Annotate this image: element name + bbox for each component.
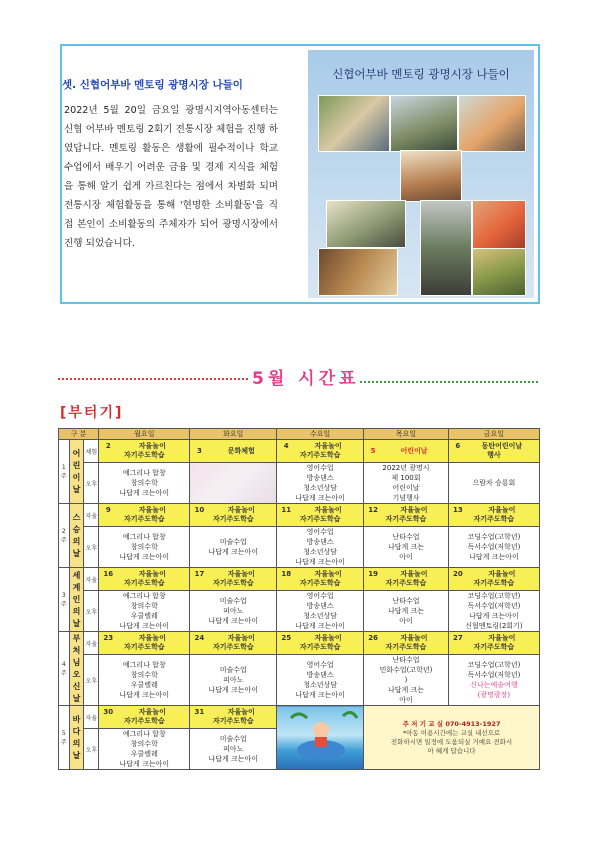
day-title: 자율놀이 자기주도학습 (385, 634, 428, 651)
activity-cell: 미술수업 피아노 나답게 크는아이 (190, 655, 277, 706)
header-cell: 월요일 (99, 429, 190, 440)
week-name: 어 린 이 날 (69, 440, 84, 504)
market-photo (458, 95, 526, 152)
day-number: 11 (281, 506, 292, 514)
week-activity-row (59, 527, 540, 568)
market-photo (400, 150, 462, 202)
photo-collage (308, 50, 534, 298)
day-cell (99, 504, 190, 527)
week-number: 3주 (59, 568, 70, 632)
week-number: 1주 (59, 440, 70, 504)
week-name: 스 승 의 날 (69, 504, 84, 568)
day-cell (364, 440, 449, 463)
activity-cell: 코딩수업(고학년) 독서수업(저학년) 나답게 크는아이 (448, 527, 539, 568)
day-number: 20 (452, 570, 463, 578)
market-photo (390, 95, 458, 152)
activity-cell: 예그리나 합창 창의수학 나답게 크는아이 (99, 527, 190, 568)
day-title: 자율놀이 자기주도학습 (124, 442, 166, 459)
day-title: 자율놀이 자기주도학습 (299, 570, 342, 587)
activity-cell: 예그리나 합창 창의수학 나답게 크는아이 (99, 463, 190, 504)
day-title: 자율놀이 자기주도학습 (299, 442, 342, 459)
day-title: 자율놀이 자기주도학습 (124, 570, 166, 587)
week-label-bottom: 오후 (84, 527, 99, 568)
day-title: 자율놀이 자기주도학습 (124, 634, 166, 651)
day-title: 문화체험 (227, 446, 255, 455)
day-title: 자율놀이 자기주도학습 (213, 634, 255, 651)
market-photo (318, 248, 398, 296)
day-cell (99, 440, 190, 463)
schedule-tag: [부터기] (60, 405, 124, 421)
week-day-row (59, 632, 540, 655)
day-cell (190, 706, 277, 729)
contact-note (364, 706, 540, 770)
week-label-top: 자율 (84, 706, 99, 729)
header-cell: 금요일 (448, 429, 539, 440)
day-number: 19 (368, 570, 378, 578)
week-day-row (59, 440, 540, 463)
boy-on-whale-icon (281, 708, 359, 766)
day-title: 자율놀이 자기주도학습 (473, 506, 516, 523)
day-number: 10 (194, 506, 205, 514)
week-label-bottom: 오후 (84, 591, 99, 632)
day-title: 자율놀이 자기주도학습 (473, 634, 516, 651)
schedule-table (58, 428, 540, 770)
week-activity-row (59, 591, 540, 632)
day-title: 자율놀이 자기주도학습 (299, 506, 342, 523)
week-activity-row (59, 655, 540, 706)
market-photo (420, 200, 472, 296)
day-cell (448, 568, 539, 591)
day-cell (99, 706, 190, 729)
activity-cell: 예그리나 합창 창의수학 우쿨렐레 나답게 크는아이 (99, 591, 190, 632)
beach-illustration (277, 706, 364, 770)
title-divider-left (58, 378, 248, 380)
day-number: 25 (281, 634, 292, 642)
day-cell (364, 632, 449, 655)
day-number: 23 (103, 634, 114, 642)
header-cell: 목요일 (364, 429, 449, 440)
activity-cell: 코딩수업(고학년) 독서수업(저학년) 나답게 크는아이 신협멘토링(2회기) (448, 591, 539, 632)
day-number: 13 (452, 506, 463, 514)
day-number: 3 (196, 446, 202, 455)
culture-illustration (190, 463, 277, 504)
day-title: 자율놀이 자기주도학습 (299, 634, 342, 651)
day-cell (190, 504, 277, 527)
week-label-bottom: 오후 (84, 729, 99, 770)
day-cell (99, 632, 190, 655)
day-number: 31 (194, 708, 205, 716)
day-cell (277, 440, 364, 463)
week-name: 부 처 님 오 신 날 (69, 632, 84, 706)
activity-cell: 예그리나 합창 창의수학 우쿨렐레 나답게 크는아이 (99, 655, 190, 706)
market-photo (318, 95, 390, 152)
day-number: 26 (368, 634, 378, 642)
day-cell (277, 504, 364, 527)
day-cell (190, 568, 277, 591)
day-cell (448, 440, 539, 463)
contact-note-text: *아동 이용시간에는 교실 내선으로 전화하시면 일정에 도움되실 거예요 전화시 아 혜게 답습니다 (390, 728, 513, 755)
activity-cell: 미술수업 나답게 크는아이 (190, 527, 277, 568)
activity-cell: 미술수업 피아노 나답게 크는아이 (190, 729, 277, 770)
day-title: 자율놀이 자기주도학습 (124, 708, 166, 725)
day-title: 동탄어린이날 행사 (481, 442, 523, 459)
day-number: 12 (368, 506, 378, 514)
day-cell (448, 632, 539, 655)
day-number: 27 (452, 634, 463, 642)
day-cell (190, 440, 277, 463)
day-cell (277, 568, 364, 591)
day-title: 어린이날 (400, 446, 428, 455)
activity-cell: 예그리나 합창 창의수학 우쿨렐레 나답게 크는아이 (99, 729, 190, 770)
day-cell (364, 568, 449, 591)
day-title: 자율놀이 자기주도학습 (385, 506, 428, 523)
day-number: 24 (194, 634, 205, 642)
day-number: 4 (283, 442, 289, 450)
contact-title: 주 저 기 교 실 070-4913-1927 (402, 719, 501, 728)
week-name: 바 다 의 날 (69, 706, 84, 770)
week-day-row (59, 504, 540, 527)
day-number: 17 (194, 570, 205, 578)
market-photo (472, 248, 526, 296)
day-number: 30 (103, 708, 114, 716)
week-label-top: 자율 (84, 632, 99, 655)
activity-cell: 난타수업 나답게 크는 아이 (364, 527, 449, 568)
photo-collage-title: 신협어부바 멘토링 광명시장 나들이 (332, 67, 510, 81)
week-number: 5주 (59, 706, 70, 770)
week-label-bottom: 오후 (84, 463, 99, 504)
day-title: 자율놀이 자기주도학습 (124, 506, 166, 523)
header-cell: 수요일 (277, 429, 364, 440)
week-label-top: 체험 (84, 440, 99, 463)
title-divider-right (360, 381, 538, 383)
activity-cell: 영어수업 방송댄스 청소년상담 나답게 크는아이 (277, 591, 364, 632)
day-number: 2 (105, 442, 111, 450)
activity-cell: 난타수업 민화수업(고학년) ) 나답게 크는 아이 (364, 655, 449, 706)
day-title: 자율놀이 자기주도학습 (213, 506, 255, 523)
activity-cell: 난타수업 나답게 크는 아이 (364, 591, 449, 632)
week-number: 4주 (59, 632, 70, 706)
market-photo (326, 200, 406, 248)
week-label-top: 자율 (84, 504, 99, 527)
activity-cell: 영어수업 방송댄스 청소년상담 나답게 크는아이 (277, 655, 364, 706)
day-number: 5 (370, 446, 376, 455)
week-day-row (59, 706, 540, 729)
day-number: 16 (103, 570, 114, 578)
activity-cell: 코딩수업(고학년) 독서수업(저학년) 신나는예술여행 (광명광장) (448, 655, 539, 706)
activity-cell: 영어수업 방송댄스 청소년상담 나답게 크는아이 (277, 463, 364, 504)
article-body: 2022년 5월 20일 금요일 광명시지역아동센터는 신협 어부바 멘토링 2회기 전통시장 체험을 진행 하였답니다. 멘토링 활동은 생활에 필수적이나 학교 수업에서 배우기 어려운 금융 및 경제 지식을 체험을 통해 알기 쉽게 가르친다는 점에서 차별화 되며 전통시장 체험활동을 통해 '현명한 소비활동'을 직접 본인이 소비활동의 주체자가 되어 광명시장에서 진행 되었습니다. (64, 105, 278, 249)
day-cell (190, 632, 277, 655)
day-cell (99, 568, 190, 591)
activity-cell: 2022년 광명시 제 100회 어린이날 기념행사 (364, 463, 449, 504)
day-title: 자율놀이 자기주도학습 (473, 570, 516, 587)
week-number: 2주 (59, 504, 70, 568)
header-cell: 화요일 (190, 429, 277, 440)
day-cell (364, 504, 449, 527)
header-cell: 구 분 (59, 429, 99, 440)
day-title: 자율놀이 자기주도학습 (213, 708, 255, 725)
week-day-row (59, 568, 540, 591)
day-cell (277, 632, 364, 655)
activity-cell: 으람차 승룡회 (448, 463, 539, 504)
week-label-bottom: 오후 (84, 655, 99, 706)
schedule-header-row (59, 429, 540, 440)
day-number: 9 (105, 506, 111, 514)
article-title: 셋. 신협어부바 멘토링 광명시장 나들이 (62, 79, 243, 91)
day-number: 6 (455, 442, 461, 450)
week-name: 세 계 인 의 날 (69, 568, 84, 632)
week-label-top: 자율 (84, 568, 99, 591)
day-number: 18 (281, 570, 292, 578)
activity-cell: 영어수업 방송댄스 청소년상담 나답게 크는아이 (277, 527, 364, 568)
day-cell (448, 504, 539, 527)
schedule-title: 5월 시간표 (252, 369, 360, 389)
day-title: 자율놀이 자기주도학습 (385, 570, 428, 587)
day-title: 자율놀이 자기주도학습 (213, 570, 255, 587)
market-photo (472, 200, 526, 250)
week-activity-row (59, 463, 540, 504)
activity-cell: 미술수업 피아노 나답게 크는아이 (190, 591, 277, 632)
